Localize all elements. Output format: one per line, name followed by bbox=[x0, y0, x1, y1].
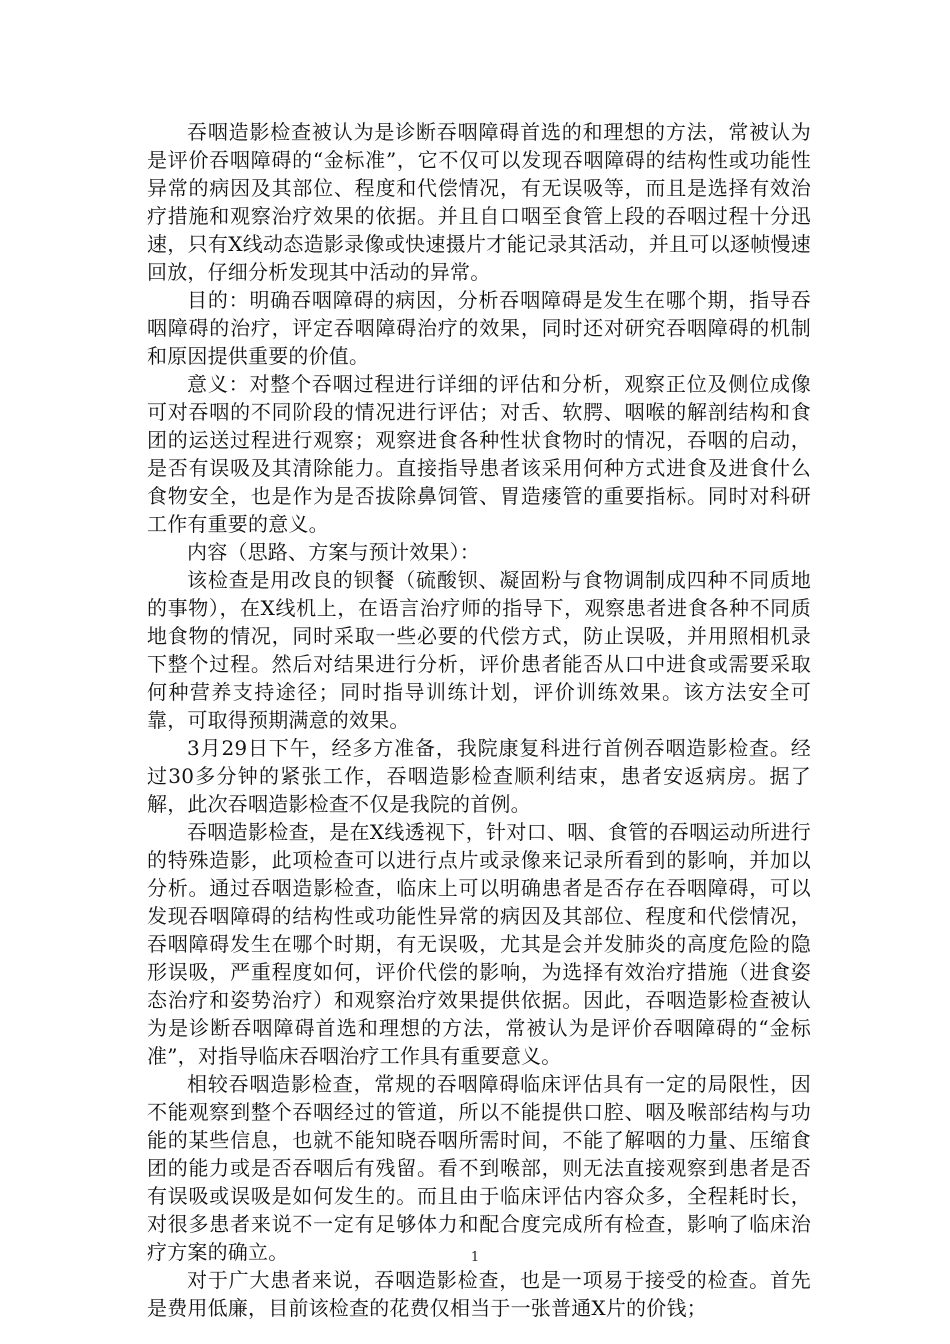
paragraph-content-heading: 内容（思路、方案与预计效果）： bbox=[187, 540, 480, 564]
document-body bbox=[147, 118, 811, 1322]
page-number: 1 bbox=[470, 1250, 480, 1265]
paragraph-intro: 吞咽造影检查被认为是诊断吞咽障碍首选的和理想的方法，常被认为是评价吞咽障碍的“金标准”，它不仅可以发现吞咽障碍的结构性或功能性异常的病因及其部位、程度和代偿情况，有无误吸等，而且是选择有效治疗措施和观察治疗效果的依据。并且自口咽至食管上段的吞咽过程十分迅速，只有X线动态造影录像或快速摄片才能记录其活动，并且可以逐帧慢速回放，仔细分析发现其中活动的异常。 bbox=[147, 120, 811, 284]
paragraph-description: 吞咽造影检查，是在X线透视下，针对口、咽、食管的吞咽运动所进行的特殊造影，此项检查可以进行点片或录像来记录所看到的影响，并加以分析。通过吞咽造影检查，临床上可以明确患者是否存在吞咽障碍，可以发现吞咽障碍的结构性或功能性异常的病因及其部位、程度和代偿情况，吞咽障碍发生在哪个时期，有无误吸，尤其是会并发肺炎的高度危险的隐形误吸，严重程度如何，评价代偿的影响，为选择有效治疗措施（进食姿态治疗和姿势治疗）和观察治疗效果提供依据。因此，吞咽造影检查被认为是诊断吞咽障碍首选和理想的方法，常被认为是评价吞咽障碍的“金标准”，对指导临床吞咽治疗工作具有重要意义。 bbox=[147, 820, 811, 1068]
paragraph-purpose: 目的：明确吞咽障碍的病因，分析吞咽障碍是发生在哪个期，指导吞咽障碍的治疗，评定吞咽障碍治疗的效果，同时还对研究吞咽障碍的机制和原因提供重要的价值。 bbox=[147, 288, 811, 368]
paragraph-procedure: 该检查是用改良的钡餐（硫酸钡、凝固粉与食物调制成四种不同质地的事物），在X线机上，在语言治疗师的指导下，观察患者进食各种不同质地食物的情况，同时采取一些必要的代偿方式，防止误吸，并用照相机录下整个过程。然后对结果进行分析，评价患者能否从口中进食或需要采取何种营养支持途径；同时指导训练计划，评价训练效果。该方法安全可靠，可取得预期满意的效果。 bbox=[147, 568, 811, 732]
paragraph-significance: 意义：对整个吞咽过程进行详细的评估和分析，观察正位及侧位成像可对吞咽的不同阶段的情况进行评估；对舌、软腭、咽喉的解剖结构和食团的运送过程进行观察；观察进食各种性状食物时的情况，吞咽的启动，是否有误吸及其清除能力。直接指导患者该采用何种方式进食及进食什么食物安全，也是作为是否拔除鼻饲管、胃造瘘管的重要指标。同时对科研工作有重要的意义。 bbox=[147, 372, 811, 536]
paragraph-comparison: 相较吞咽造影检查，常规的吞咽障碍临床评估具有一定的局限性，因不能观察到整个吞咽经过的管道，所以不能提供口腔、咽及喉部结构与功能的某些信息，也就不能知晓吞咽所需时间，不能了解咽的力量、压缩食团的能力或是否吞咽后有残留。看不到喉部，则无法直接观察到患者是否有误吸或误吸是如何发生的。而且由于临床评估内容众多，全程耗时长，对很多患者来说不一定有足够体力和配合度完成所有检查，影响了临床治疗方案的确立。 bbox=[147, 1072, 811, 1264]
paragraph-patients: 对于广大患者来说，吞咽造影检查，也是一项易于接受的检查。首先是费用低廉，目前该检查的花费仅相当于一张普通X片的价钱； bbox=[147, 1268, 811, 1320]
paragraph-first-case: 3月29日下午，经多方准备，我院康复科进行首例吞咽造影检查。经过30多分钟的紧张工作，吞咽造影检查顺利结束，患者安返病房。据了解，此次吞咽造影检查不仅是我院的首例。 bbox=[147, 736, 811, 816]
